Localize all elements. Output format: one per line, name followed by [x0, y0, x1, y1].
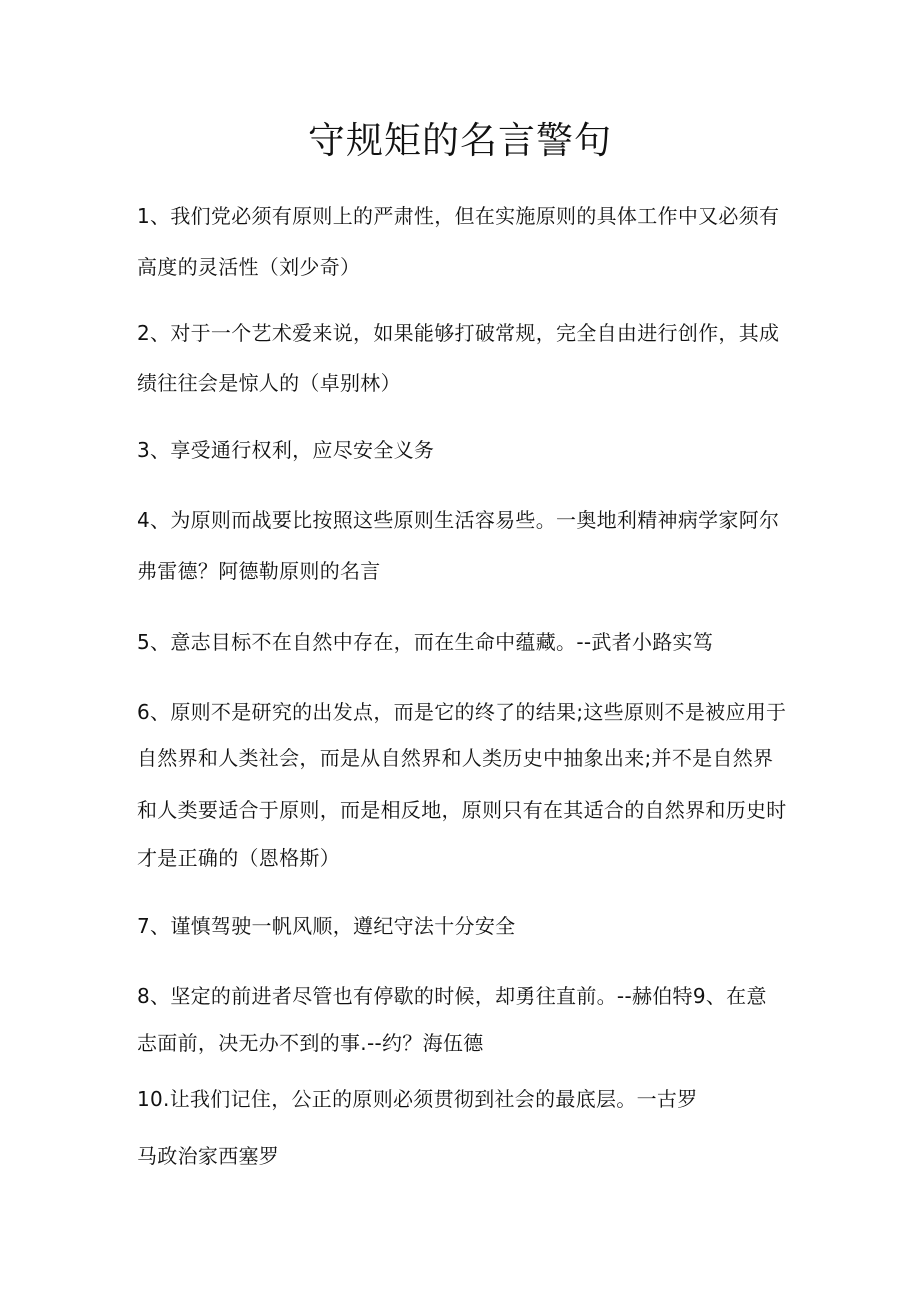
quote-6-line-4: 才是正确的（恩格斯） — [137, 846, 340, 870]
quote-10-line-1: 10.让我们记住，公正的原则必须贯彻到社会的最底层。一古罗 — [137, 1087, 698, 1111]
quote-3-line-1: 3、享受通行权利，应尽安全义务 — [137, 438, 435, 462]
quote-8-line-2: 志面前，决无办不到的事.--约？海伍德 — [137, 1031, 484, 1055]
quote-8-line-1: 8、坚定的前进者尽管也有停歇的时候，却勇往直前。--赫伯特9、在意 — [137, 984, 767, 1008]
quote-4-line-1: 4、为原则而战要比按照这些原则生活容易些。一奥地利精神病学家阿尔 — [137, 508, 780, 532]
quote-6-line-2: 自然界和人类社会，而是从自然界和人类历史中抽象出来;并不是自然界 — [137, 746, 774, 770]
quote-5-line-1: 5、意志目标不在自然中存在，而在生命中蕴藏。--武者小路实笃 — [137, 630, 714, 654]
document-title: 守规矩的名言警句 — [308, 119, 612, 162]
quote-2-line-2: 绩往往会是惊人的（卓别林） — [137, 371, 401, 395]
quote-6-line-1: 6、原则不是研究的出发点，而是它的终了的结果;这些原则不是被应用于 — [137, 700, 787, 724]
quote-7-line-1: 7、谨慎驾驶一帆风顺，遵纪守法十分安全 — [137, 914, 516, 938]
quote-4-line-2: 弗雷德？阿德勒原则的名言 — [137, 559, 381, 583]
quote-6-line-3: 和人类要适合于原则，而是相反地，原则只有在其适合的自然界和历史时 — [137, 798, 787, 822]
quote-1-line-1: 1、我们党必须有原则上的严肃性，但在实施原则的具体工作中又必须有 — [137, 204, 780, 228]
quote-2-line-1: 2、对于一个艺术爱来说，如果能够打破常规，完全自由进行创作，其成 — [137, 321, 780, 345]
quote-10-line-2: 马政治家西塞罗 — [137, 1144, 280, 1168]
quote-1-line-2: 高度的灵活性（刘少奇） — [137, 255, 361, 279]
